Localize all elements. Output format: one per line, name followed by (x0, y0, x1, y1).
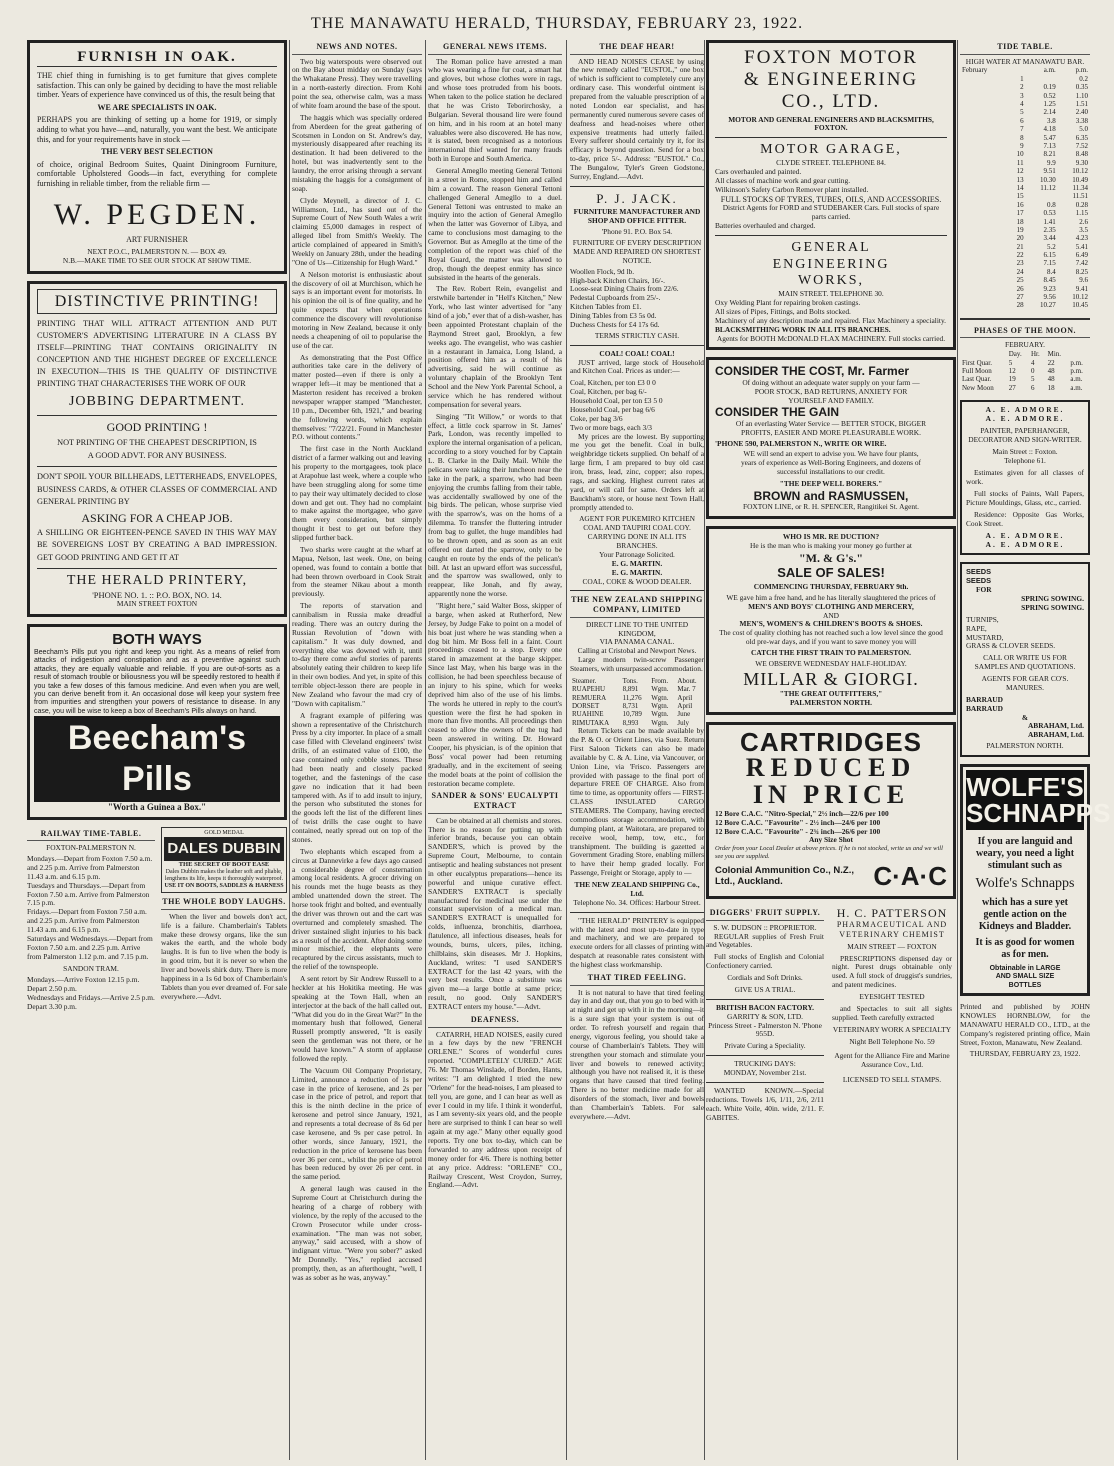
gen-line: Machinery of any description made and repaired. Flax Machinery a speciality. (715, 315, 947, 325)
moon-row: First Quar. 5 4 22 p.m. (962, 358, 1083, 367)
pegden-ad (27, 40, 287, 274)
patterson-b2: and Spectacles to suit all sights supplied. Teeth carefully extracted (832, 1003, 952, 1022)
tram-title: SANDON TRAM. (63, 963, 119, 973)
patterson-agent: Agent for the Alliance Fire and Marine Assurance Cov., Ltd. (834, 1051, 950, 1070)
tide-row: 28 10.27 10.45 (1016, 301, 1088, 310)
coal-patronage: Your Patronage Solicited. (599, 549, 675, 559)
sander-title: SANDER & SONS' EUCALYPTI EXTRACT (428, 791, 562, 813)
printing-good: GOOD PRINTING ! (106, 419, 208, 434)
jack-item: Duchess Chests for £4 17s 6d. (570, 319, 660, 329)
dales-badge: GOLD MEDAL (204, 829, 244, 836)
mg-title: "M. & G's." (799, 550, 863, 565)
who-reduction: WHO IS MR. RE DUCTION? (782, 532, 880, 542)
dales-name: DALES DUBBIN (164, 837, 284, 861)
coal-row: Two or more bags, each 3/3 (570, 422, 652, 432)
deafness-title: DEAFNESS. (428, 1015, 562, 1028)
admore-trade: PAINTER, PAPERHANGER, DECORATOR AND SIGN-WRITER. (968, 425, 1082, 444)
tide-row: 3 0.52 1.10 (1020, 91, 1088, 100)
moon-table: Day. Hr. Min. First Quar. 5 4 22 p.m. Full Moon 12 0 48 p.m. Last Quar. 19 5 48 a.m. New Moon 27 6 18 a.m. (960, 350, 1090, 392)
coal-head: COAL! COAL! COAL! (599, 348, 675, 358)
coal-body: My prices are the lowest. By supporting me you get the benefit. Coal in bulk, weighbridge tickets supplied. On behalf of a large firm, I am prepared to buy old cast iron, brass, lead, zinc, copper; also ropes, rags, and sacking. Highest current rates at yard, or will call for same. Orders left at Bauckham's store, or house next Town Hall, promptly attended to. (570, 431, 704, 512)
millar-half: WE OBSERVE WEDNESDAY HALF-HOLIDAY. (755, 658, 907, 668)
bacon-title: BRITISH BACON FACTORY. (716, 1002, 814, 1012)
cartridges-co: Colonial Ammunition Co., N.Z., Ltd., Auckland. (715, 865, 854, 888)
seeds-pn: PALMERSTON NORTH. (986, 741, 1064, 751)
herald-printery-phone: 'PHONE NO. 1. :: P.O. BOX, NO. 14. (92, 590, 222, 601)
millar-commencing: COMMENCING THURSDAY, FEBRUARY 9th. (753, 581, 909, 591)
patterson-bell: Night Bell Telephone No. 59 (849, 1036, 935, 1046)
beecham-body: Beecham's Pills put you right and keep you right. As a means of relief from attacks of indigestion and constipation and as a preventive against such attacks, they are equally valuable and reliable. If you are out-of-sorts as a result of stomach trouble or biliousness you will be speedily restored to health if you take a few doses of this famous medicine. And even when you are well, you can derive benefit from it. An occasional dose will keep your system free from impurities and strengthen your powers of resistance to disease. In any case, you will be wise to keep a box of Beecham's Pills always on hand. (34, 649, 280, 715)
brown-name: BROWN and RASMUSSEN, (753, 488, 909, 503)
gen-booth: Agents for BOOTH McDONALD FLAX MACHINERY. Full stocks carried. (716, 333, 946, 343)
news-para: As demonstrating that the Post Office authorities take care in the delivery of matter posted—even if there is only a wrapper left—it may be mentioned that a Masterton resident has received a broken newspaper wrapper stamped "Manchester, 10 p.m., December 6th, 1921," and bearing the following words, which explain themselves: "7/22/21. Found in Manchester P.O. without contents." (292, 352, 422, 442)
cartridges-l1: CARTRIDGES (740, 727, 922, 758)
seeds-spring2: SPRING SOWING. (1021, 602, 1084, 612)
printing-dont: DON'T SPOIL YOUR BILLHEADS, LETTERHEADS, ENVELOPES, BUSINESS CARDS, & OTHER CLASSES OF COMMERCIAL AND GENERAL PRINTING BY (37, 472, 277, 507)
tide-row: 13 10.30 10.49 (1016, 175, 1088, 184)
moon-month: FEBRUARY. (1005, 340, 1045, 350)
seeds-item: MUSTARD, (966, 632, 1004, 642)
herald-printery-street: MAIN STREET FOXTON (116, 599, 198, 609)
news-title: NEWS AND NOTES. (292, 42, 422, 55)
motor-stock: FULL STOCKS OF TYRES, TUBES, OILS, AND ACCESSORIES. (720, 194, 942, 204)
trucking-day: MONDAY, November 21st. (723, 1068, 807, 1078)
seeds-item: RAPE, (966, 623, 987, 633)
pegden-p3: of choice, original Bedroom Suites, Quaint Diningroom Furniture, comfortable Upholstered Goods—in fact, everything for complete furnishing in reliable timber, from the reliable firm — (37, 159, 277, 188)
general-para: The Rev. Robert Rein, evangelist and erstwhile bartender in "Hell's Kitchen," New York, who last winter advertised for "any kind of a job," ever that of a dish-washer, has been appointed Protestant chaplain of the Raymond Street gaol, Brooklyn, a few weeks ago. The evangelist, who was cashier in a restaurant in Jamaica, Long Island, a position offered him as a result of his advertising, said he will continue as voluntary chaplain of the Brooklyn Tent School and the New York Parental School, a service which he has rendered without compensation for several years. (428, 284, 562, 409)
page-header: THE MANAWATU HERALD, THURSDAY, FEBRUARY 23, 1922. (310, 15, 804, 32)
coal-row: Household Coal, per ton £3 5 0 (570, 396, 663, 406)
millar-b1: WE gave him a free hand, and he has literally slaughtered the prices of (726, 592, 936, 602)
tide-month: February (962, 66, 988, 75)
admore-main: Main Street :: Foxton. (992, 446, 1058, 456)
shipping-tel: Telephone No. 34. Offices: Harbour Street. (573, 897, 701, 907)
deaf-hear-body: AND HEAD NOISES CEASE by using the new remedy called "EUSTOL," one box of which is sufficient to completely cure any ordinary case. This wonderful ointment is prepared from the valuable prescription of a noted London ear specialist, and has permanently cured numerous severe cases of deafness and head-noises where other expensive treatments had utterly failed. Every sufferer should certainly try it, for its efficacy is beyond question. Send for a box to-day, price 5/-. Address: "EUSTOL" Co., The Bungalow, Tyler's Green Godstone, Surrey, England.—Advt. (570, 56, 704, 181)
tide-row: 25 8.45 9.6 (1016, 276, 1088, 285)
moon-row: Full Moon 12 0 48 p.m. (962, 367, 1083, 376)
seeds-s2: SEEDS (966, 576, 992, 586)
jack-phone: 'Phone 91. P.O. Box 54. (601, 227, 673, 237)
imprint: Printed and published by JOHN KNOWLES HORNBLOW, for the MANAWATU HERALD CO., LTD., at the Company's registered printing office, Main Street, Foxton, Manawatu, New Zealand. (960, 1002, 1090, 1047)
coal-dealer: COAL, COKE & WOOD DEALER. (582, 576, 692, 586)
seeds-b1: BARRAUD (966, 694, 1003, 704)
shipping-row: DORSET 8,731 Wgtn. April (572, 702, 693, 711)
millar-c2: MEN'S, WOMEN'S & CHILDREN'S BOOTS & SHOES. (739, 619, 923, 629)
brown-rasmussen-ad (706, 357, 956, 519)
seeds-call: CALL OR WRITE US FOR SAMPLES AND QUOTATIONS. (974, 653, 1076, 672)
patterson-street: MAIN STREET — FOXTON (847, 941, 937, 951)
printing-good-body: NOT PRINTING OF THE CHEAPEST DESCRIPTION, IS A GOOD ADVT. FOR ANY BUSINESS. (57, 438, 257, 460)
shipping-agent: THE NEW ZEALAND SHIPPING Co., Ltd. (574, 880, 700, 898)
news-para: The Vacuum Oil Company Proprietary, Limited, announce a reduction of 1s per case in the price of kerosene, and 2s per case in the price of petrol, and report that this is the ninth decline in the price of kerosene and petrol since January, 1921, and represents a total decrease of 8s 6d per case kerosene, and 9s per case petrol. In other words, since January, 1921, the reduction in the price of kerosene has been over 36 per cent., whilst the price of petrol has been reduced by over 26 per cent. in the same period. (292, 1065, 422, 1182)
cartridges-shot: Any Size Shot (809, 835, 853, 845)
motor-agents: District Agents for FORD and STUDEBAKER Cars. Full stocks of spare parts carried. (722, 203, 940, 222)
news-para: A Nelson motorist is enthusiastic about the discovery of oil at Murchison, which he says is an important event for motorists. In his opinion the oil is of fine quality, and he quite expects that when operations commence the discovery will revolutionise motoring in New Zealand, because it only needs a cheapening of oil to popularise the use of the car. (292, 269, 422, 350)
wolfe-ad (960, 764, 1111, 996)
coal-row: Coke, per bag 3/6 (570, 413, 623, 423)
tide-table: February a.m. p.m. 1 0.2 2 0.19 0.35 3 0.52 1.10 4 1.25 1.51 5 2.14 2.40 6 3.8 3.38 7 4.18 5.0 8 5.47 6.35 9 7.13 7.52 10 8.21 8.48 11 9.9 9.30 12 9.51 10.12 13 10.30 10.49 14 11.12 11.34 15 11.51 16 0.8 0.28 17 0.53 1.15 18 1.41 2.6 19 2.35 3.5 20 3.44 4.23 21 5.2 5.41 22 6.15 6.49 23 7.15 7.42 24 8.4 8.25 25 8.45 9.6 26 9.23 9.41 27 9.56 10.12 28 10.27 10.45 (962, 66, 1088, 310)
coal-name: E. G. MARTIN. (611, 567, 663, 577)
pegden-address: NEXT P.O.C., PALMERSTON N. — BOX 49. (87, 247, 227, 257)
tide-row: 9 7.13 7.52 (1020, 141, 1088, 150)
trucking-title: TRUCKING DAYS: (734, 1059, 796, 1069)
foxton-motor-sub: MOTOR AND GENERAL ENGINEERS AND BLACKSMITHS, FOXTON. (728, 114, 934, 133)
jack-item: Loose-seat Dining Chairs from 22/6. (570, 284, 679, 294)
motor-garage-street: CLYDE STREET. TELEPHONE 84. (776, 158, 886, 168)
laugh-title: THE WHOLE BODY LAUGHS. (161, 897, 287, 910)
railway-route: FOXTON-PALMERSTON N. (46, 843, 136, 853)
moon-row: Last Quar. 19 5 48 a.m. (962, 375, 1083, 384)
diggers-b1: REGULAR supplies of Fresh Fruit and Vegetables. (706, 931, 824, 950)
jack-item: Woollen Flock, 9d lb. (570, 266, 635, 276)
tide-row: 19 2.35 3.5 (1016, 225, 1088, 234)
millar-pn: PALMERSTON NORTH. (789, 698, 872, 708)
millar-c1: MEN'S AND BOYS' CLOTHING AND MERCERY, (748, 601, 914, 611)
tide-row: 6 3.8 3.38 (1020, 116, 1088, 125)
tide-row: 4 1.25 1.51 (1020, 100, 1088, 109)
herald-printery-name: THE HERALD PRINTERY, (66, 573, 248, 589)
jack-item: High-back Kitchen Chairs, 16/-. (570, 275, 666, 285)
railway-line-2: Fridays.—Depart from Foxton 7.50 a.m. and 2.25 p.m. Arrive from Palmerston 11.43 a.m. and 6.15 p.m. (27, 907, 147, 935)
brown-b3: WE will send an expert to advise you. We have four plants, years of experience as Well-Boring Engineers, and dozens of successful installations to our credit. (740, 449, 922, 477)
who-body: He is the man who is making your money go further at (750, 541, 912, 551)
general-engineering-title: GENERAL ENGINEERING WORKS, (772, 239, 890, 289)
shipping-table (570, 677, 704, 727)
seeds-agents: AGENTS FOR GEAR CO'S. MANURES. (981, 674, 1069, 692)
shipping-row: RUAPEHU 8,891 Wgtn. Mar. 7 (572, 685, 696, 694)
cartridge-row: 12 Bore C.A.C. "Favourite" - 2½ inch—24/6 per 100 (715, 817, 881, 827)
tired-title: THAT TIRED FEELING. (570, 973, 704, 986)
patterson-licensed: LICENSED TO SELL STAMPS. (842, 1075, 942, 1085)
tide-row: 16 0.8 0.28 (1016, 200, 1088, 209)
news-para: A general laugh was caused in the Supreme Court at Christchurch during the hearing of a charge of robbery with violence, by the reply of the accused to the Crown Prosecutor while under cross-examination. "The man was not sober, anyway," said accused, with a show of indignant virtue. "Were you sober?" asked Mr Donnelly. "Yes," replied accused promptly, then, as an afterthought, "well, I was as sober as he was, anyway." (292, 1184, 422, 1282)
gen-line: Oxy Welding Plant for repairing broken castings. (715, 298, 861, 308)
seeds-item: TURNIPS, (966, 614, 999, 624)
bacon-cure: Private Curing a Speciality. (724, 1041, 806, 1051)
coal-row: Coal, Kitchen, per bag 6/- (570, 387, 647, 397)
cartridges-l2: REDUCED (745, 753, 917, 783)
tram-line-1: Wednesdays and Fridays.—Arrive 2.5 p.m. Depart 3.30 p.m. (27, 993, 155, 1012)
pegden-nb: N.B.—MAKE TIME TO SEE OUR STOCK AT SHOW TIME. (62, 256, 252, 265)
column-4 (570, 40, 704, 1460)
cartridges-l3: IN PRICE (752, 780, 910, 810)
dales-tag: THE SECRET OF BOOT EASE (178, 860, 270, 868)
tide-row: 23 7.15 7.42 (1016, 259, 1088, 268)
moon-row: New Moon 27 6 18 a.m. (962, 383, 1083, 392)
column-1 (27, 40, 287, 1460)
tide-row: 2 0.19 0.35 (1020, 83, 1088, 92)
coal-row: Household Coal, per bag 6/6 (570, 404, 655, 414)
motor-batteries: Batteries overhauled and charged. (715, 220, 816, 230)
shipping-body: Return Tickets can be made available by the P. & O. or Orient Lines, via Suez. Return First Saloon Tickets can also be made available by C. & A. Line, via Vancouver, or Union Line, via 'Frisco. Passengers are provided with passage to the final port of departure FREE OF CHARGE. Also from time to time, as opportunity offers — FIRST-CLASS INSULATED CARGO STEAMERS. The Company, having erected commodious storage accommodation, with dumping plant, at Waitotara, are prepared to receive wool, hemp, tow, etc., for transhipment. The building is gazetted a Government Grading Store, enabling millers to have their hemp graded locally. For Passenge, Freight or Storage, apply to — (570, 726, 704, 878)
dales-body: Dales Dubbin makes the leather soft and pliable, lengthens its life, keeps it thoroughly waterproof. (164, 868, 284, 882)
shipping-title: THE NEW ZEALAND SHIPPING COMPANY, LIMITED (570, 595, 704, 617)
column-6 (960, 40, 1111, 1460)
millar-name: MILLAR & GIORGI. (743, 668, 919, 689)
tide-row: 14 11.12 11.34 (1016, 183, 1088, 192)
wolfe-l1: If you are languid and weary, you need a light stimulant such as (975, 836, 1075, 872)
jack-item: Pedestal Cupboards from 25/-. (570, 293, 661, 303)
wolfe-l2: which has a sure yet gentle action on the Kidneys and Bladder. (978, 896, 1072, 932)
diggers-trial: GIVE US A TRIAL. (734, 984, 796, 994)
tide-row: 20 3.44 4.23 (1016, 234, 1088, 243)
admore-tel: Telephone 61. (1004, 455, 1046, 465)
seeds-a2: ABRAHAM, Ltd. (1027, 730, 1084, 740)
tide-row: 22 6.15 6.49 (1016, 251, 1088, 260)
news-para: Two sharks were caught at the wharf at Mapua, Nelson, last week. One, on being opened, was found to contain a bottle that had been thrown overboard in Cook Strait from the steamer Nikau about a month previously. (292, 544, 422, 599)
diggers-b3: Cordials and Soft Drinks. (727, 973, 803, 983)
admore-stock: Full stocks of Paints, Wall Papers, Picture Mouldings, Glass, etc., carried. (966, 489, 1084, 508)
coal-agent: AGENT FOR PUKEMIRO KITCHEN COAL AND TAUPIRI COAL COY. (579, 514, 695, 533)
railway-line-0: Mondays.—Depart from Foxton 7.50 a.m. and 2.25 p.m. Arrive from Palmerston 11.43 a.m. and 6.15 p.m. (27, 854, 153, 881)
pegden-title: FURNISH IN OAK. (37, 48, 277, 67)
sale-title: SALE OF SALES! (777, 565, 885, 581)
jack-terms: TERMS STRICTLY CASH. (594, 330, 680, 340)
consider-gain: CONSIDER THE GAIN (715, 405, 840, 420)
brown-deep: "THE DEEP WELL BORERS." (779, 479, 883, 489)
column-5 (706, 40, 956, 1460)
railway-line-3: Saturdays and Wednesdays.—Depart from Foxton 7.50 a.m. and 2.25 p.m. Arrive from Palmerston 1.12 p.m. and 7.15 p.m. (27, 933, 153, 961)
wanted-body: WANTED KNOWN.—Special reductions. Towels 1/6, 1/11, 2/6, 2/11 each. White Voile, 40in. wide, 2/11. F. GABITES. (706, 1085, 824, 1122)
news-para: Two big waterspouts were observed out on the Bay about midday on Sunday (says the Whakatane Press). They were travelling in a north-easterly direction. From Kohi point the sea, otherwise calm, was a mass of white foam around the base of the spout. (292, 56, 422, 110)
cartridge-row: 12 Bore C.A.C. "Favourite" - 2¾ inch—26/6 per 100 (715, 826, 881, 836)
beecham-title: BOTH WAYS (112, 631, 202, 649)
imprint-date: THURSDAY, FEBRUARY 23, 1922. (969, 1049, 1081, 1059)
millar-and: AND (822, 610, 839, 620)
bacon-co: GARRITY & SON, LTD. (726, 1011, 804, 1021)
consider-cost: CONSIDER THE COST, Mr. Farmer (715, 364, 910, 379)
jack-sub: FURNITURE MANUFACTURER AND SHOP AND OFFICE FITTER. (573, 207, 701, 226)
shipping-calling: Calling at Cristobal and Newport News. (577, 646, 697, 656)
patterson-b1: PRESCRIPTIONS dispensed day or night. Purest drugs obtainable only used. A full stock of druggist's sundries, and patent medicines. (832, 953, 952, 990)
laugh-body: When the liver and bowels don't act, life is a failure. Chamberlain's Tablets make these drowsy organs, like the sun wakes the earth, and the whole body laughs. It is fun to live when the body is in good trim, but it is never so when the liver and bowels shirk duty. There is more happiness in a 1s 6d box of Chamberlain's Tablets than you ever dreamed of. For sale everywhere.—Advt. (161, 911, 287, 1001)
general-news (428, 40, 562, 1460)
admore-n3: A. E. ADMORE. (985, 530, 1065, 540)
news-para: Two elephants which escaped from a circus at Dannevirke a few days ago caused a considerable degree of consternation among local residents. A grocer driving on his rounds met the huge beasts as they ambled unattended down the street. The horse took fright and bolted, and eventually the driver was thrown out and the cart was overturned and completely smashed. The driver sustained slight injuries to his back as a result of the accident. After doing some minor mischief, the elephants were recaptured by the circus assistants, much to the relief of the townspeople. (292, 846, 422, 972)
wolfe-top: WOLFE'S SCHNAPPS (966, 772, 1111, 829)
general-para: The Roman police have arrested a man who was wearing a fine fur coat, a smart hat and gloves, but whose clothes were in rags, and whose toes protruded from his boots. When taken to the police station he declared that he was Cristo Teborirchosky, a Bulgarian. Several thousand lire were found on him, and in his room at an hotel many valuables were also discovered. He has now, it is stated, been recognised as a notorious international thief wanted for many frauds both in Europe and South America. (428, 56, 562, 164)
printing-ad (27, 281, 287, 617)
motor-line: All classes of machine work and gear cutting. (715, 175, 851, 185)
seeds-s1: SEEDS (966, 567, 992, 577)
printing-title: DISTINCTIVE PRINTING! (37, 289, 277, 314)
general-title: GENERAL NEWS ITEMS. (428, 42, 562, 55)
news-para: The reports of starvation and cannibalism in Russia make dreadful reading. There was an outcry during the Russian Revolution of "down with capitalism." It was duly downed, and everything else was downed with it, until to-day there come awful stories of parents absolutely eating their children to keep life in their own bodies. And yet, in spite of this terrible object-lesson there are people in New Zealand who favour the mad cry of "Down with capitalism." (292, 601, 422, 708)
tide-row: 1 0.2 (1020, 74, 1088, 83)
tram-line-0: Mondays.—Arrive Foxton 12.15 p.m. Depart 2.50 p.m. (27, 975, 140, 994)
tide-row: 15 11.51 (1016, 192, 1088, 201)
brown-b2: Of an everlasting Water Service — BETTER STOCK, BIGGER PROFITS, EASIER AND MORE PLEASURABLE WORK. (735, 418, 927, 437)
gen-line: All sizes of Pipes, Fittings, and Bolts stocked. (715, 306, 851, 316)
tide-title: TIDE TABLE. (960, 42, 1090, 55)
news-para: A fragrant example of pilfering was shown a representative of the Christchurch Press by a city importer. In place of a small case filled with Cleveland engineers' twist drills, of an estimated value of £100, the case contained only cobble stones. These had been neatly and closely packed together, and the fastenings of the case gave no indication that it had been tampered with. As if to add insult to injury, the person who substituted the stones for the goods left the list of the different lines of twist drills the case ought to have contained, neatly spread out on top of the stones. (292, 710, 422, 844)
general-para: "Right here," said Walter Boss, skipper of a barge, when asked at Rutherford, New Jersey, by Judge Fake to point on a model of his boat just where he was standing when a dog bit him. Mr Boss fell in a faint. Court proceedings ceased to a stop. Every one stared in amazement at the barge skipper. Since last May, when his barge was in the collision, he had been speechless because of an injury to his spine, which for weeks deprived him also of the use of his limbs. The words he uttered in reply to the court's question were the first he had spoken in more than five months. All proceedings then ceased to allow the owners of the tug had been answered in writing. Dr. Howard Cooper, his physician, is of the opinion that Boss' vocal power had been returning gradually, and in the excitement of seeing the model boats at the point of collision the restoration became complete. (428, 601, 562, 788)
coal-row: Coal, Kitchen, per ton £3 0 0 (570, 378, 656, 388)
tired-body: It is not natural to have that tired feeling day in and day out, that you go to bed with it at night and get up with it in the morning—it is a sure sign that your system is out of order. To refresh yourself and regain that energy, vigorous feeling, you should take a course of Chamberlain's Tablets. They will strengthen your stomach and stimulate your liver and bowels to renewed activity; although you have not realised it, it is these organs that have caused that tired feeling. There is no better medicine made for all disorders of the stomach, liver and bowels than Chamberlain's Tablets. For sale everywhere.—Advt. (570, 987, 704, 1121)
general-para: Singing "Tit Willow," or words to that effect, a little cock sparrow in St. James' Park, London, was recently impelled to explore the internal organisation of a pelican, according to a story vouched for by Captain L. B. Clarke in the Daily Mail. While the pelicans were taking their luncheon near the lake in the park, a sparrow, who had been enjoying the crumbs falling from their table, was accidentally swallowed by one of the big birds. The pelican, whose surprise vied with the sparrow's, was on the horns of a dilemma. To transfer the fluttering intruder from bag to gullet, the huge mandibles had to be thrown open, and as soon as an exit offered out darted the sparrow, only to be caught en route by the ends of the pelican's bill. At last an upward effort was successful, and the sparrow was swallowed, only to reappear, like Jonah, and fly away, apparently none the worse. (428, 411, 562, 599)
brown-b1: Of doing without an adequate water supply on your farm — POOR STOCK, BAD RETURNS, ANXIETY FOR YOURSELF AND FAMILY. (742, 377, 920, 405)
tide-row: 5 2.14 2.40 (1020, 108, 1088, 117)
admore-ad (960, 400, 1090, 555)
admore-n2: A. E. ADMORE. (985, 414, 1065, 424)
wolfe-obt: Obtainable in LARGE AND SMALL SIZE BOTTLES (989, 964, 1061, 989)
pegden-p2: PERHAPS you are thinking of setting up a home for 1919, or simply adding to what you have—and, naturally, you want the best. We anticipate this, and for your requirements have in stock — (37, 115, 277, 144)
beecham-ad (27, 624, 287, 820)
railway-timetable (27, 827, 155, 1012)
diggers-prop: S. W. DUDSON :: PROPRIETOR. (713, 922, 817, 932)
admore-res: Residence: Opposite Gas Works, Cook Street. (966, 509, 1084, 528)
shipping-via: VIA PANAMA CANAL. (599, 637, 675, 647)
pegden-best: THE VERY BEST SELECTION (101, 147, 213, 157)
deafness-body: CATARRH, HEAD NOISES, easily cured in a few days by the new "FRENCH ORLENE." Scores of wonderful cures reported. "COMPLETELY CURED." AGE 76. Mr Thomas Winslade, of Borden, Hants, writes: "I am delighted I tried the new "Orlene" for the head-noises, I am pleased to tell you, are gone, and I can hear as well as ever I could in my life. I think it wonderful, as I am seventy-six years old, and the people here are surprised to think I can hear so well again at my age." Many other equally good reports. Try one box to-day, which can be forwarded to any address upon receipt of money order for 4/6. There is nothing better at any price. Address: "ORLENE" CO., Railway Crescent, West Croydon, Surrey, England.—Advt. (428, 1029, 562, 1190)
admore-n1: A. E. ADMORE. (985, 405, 1065, 415)
shipping-row: REMUERA 11,276 Wgtn. April (572, 693, 693, 702)
seeds-item: GRASS & CLOVER SEEDS. (966, 641, 1056, 651)
pegden-p1: THE chief thing in furnishing is to get furniture that gives complete satisfaction. This can only be gained by deciding to have the most reliable timber. Years of experience have convinced us of this, the result being that (37, 71, 277, 100)
jack-name: P. J. JACK. (596, 190, 678, 206)
tide-row: 24 8.4 8.25 (1016, 267, 1088, 276)
railway-line-1: Tuesdays and Thursdays.—Depart from Foxton 7.50 a.m. Arrive from Palmerston 7.15 p.m. (27, 880, 150, 908)
tide-row: 26 9.23 9.41 (1016, 284, 1088, 293)
cartridges-order: Order from your Local Dealer at above prices. If he is not stocked, write us and we will see you are supplied. (715, 845, 943, 861)
millar-giorgi-ad (706, 526, 956, 715)
motor-line: Wilkinson's Safety Carbon Remover plant installed. (715, 184, 869, 194)
wolfe-name: Wolfe's Schnapps (975, 876, 1075, 892)
general-para: General Amegllo meeting General Tettoni in a street in Rome, stopped him and called him a coward. The reason General Tettoni challenged General Amegllo to a duel. General Tettoni was entrusted to make an inquiry into the action of General Amegllo when the latter was Governor of Libya, and came to conclusions most damaging to the Governor. But as Amegllo at the time of the completion of the report was chief of the Royal Guard, the matter was allowed to drop, though the deepest enmity has since subsisted in the hearts of the generals. (428, 166, 562, 282)
motor-garage-title: MOTOR GARAGE, (760, 142, 902, 158)
tide-sub: HIGH WATER AT MANAWATU BAR. (965, 56, 1085, 66)
seeds-ad (960, 562, 1090, 757)
gen-blacksmith: BLACKSMITHING WORK IN ALL ITS BRANCHES. (715, 324, 891, 334)
jack-item: Kitchen Tables from £1. (570, 302, 642, 312)
deaf-hear-title: THE DEAF HEAR! (570, 42, 704, 55)
diggers-title: DIGGERS' FRUIT SUPPLY. (706, 908, 824, 921)
patterson-eye: EYESIGHT TESTED (859, 992, 925, 1002)
news-para: The haggis which was specially ordered from Aberdeen for the great gathering of Scotsmen in London on St. Andrew's day, mysteriously disappeared after reaching its destination. It had been delivered to the hotel, but was inadvertently sent to the laundry, the error arising through a servant mistaking the haggis for a consignment of soap. (292, 112, 422, 193)
herald-printery-ad: "THE HERALD" PRINTERY is equipped with the latest and most up-to-date in type and machinery, and we are prepared to execute orders for all classes of printing with despatch at reasonable rates consistent with the highest class workmanship. (570, 915, 704, 970)
tide-row: 17 0.53 1.15 (1016, 209, 1088, 218)
seeds-b2: BARRAUD (966, 703, 1003, 713)
jack-item: Dining Tables from £3 5s 0d. (570, 311, 657, 321)
cartridge-row: 12 Bore C.A.C. "Nitro-Special," 2½ inch—22/6 per 100 (715, 808, 889, 818)
seeds-for: FOR (976, 585, 992, 595)
foxton-motor-name: FOXTON MOTOR & ENGINEERING CO., LTD. (743, 47, 919, 112)
general-engineering-main: MAIN STREET. TELEPHONE 30. (778, 289, 884, 299)
motor-line: Cars overhauled and painted. (715, 166, 802, 176)
news-para: A sent retort by Sir Andrew Russell to a heckler at his Hokitika meeting. He was speaking at the Town Hall, when an interjector at the back of the hall called out, "What did you do in the Great War?" In the momentary hush that followed, General Russell promptly answered, "It is easily seen the gentleman was not there, or he would have known." A storm of applause followed the reply. (292, 974, 422, 1063)
pegden-specialists: WE ARE SPECIALISTS IN OAK. (97, 102, 217, 112)
admore-n4: A. E. ADMORE. (985, 539, 1065, 549)
dales-extra: USE IT ON BOOTS, SADDLES & HARNESS (164, 882, 284, 889)
printing-dept: JOBBING DEPARTMENT. (68, 394, 246, 410)
sander-body: Can be obtained at all chemists and stores. There is no reason for putting up with inferior brands, because you can obtain SANDER'S, which is proved by the Supreme Court, Melbourne, to contain antiseptic and healing substances not present in other eucalyptus preparations—hence its powerful and unique curative effect. SANDER'S EXTRACT is specially manufactured for medicinal use under the constant supervision of a medical man. SANDER'S EXTRACT is unequalled for colds, influenza, bronchitis, diarrhoea, flatulence, all infectious diseases, heals for wounds, burns, ulcers, piles, itching, chilblains, skin diseases. Mr J. Hopkins, Auckland, writes: "I used SANDER'S EXTRACT for the last 42 years, with the very best results. Once a substitute was given me—a large bottle at same price; result, no good. Only SANDER'S EXTRACT enters my house."—Advt. (428, 815, 562, 1012)
jack-desc: FURNITURE OF EVERY DESCRIPTION MADE AND REPAIRED ON SHORTEST NOTICE. (572, 238, 702, 265)
millar-great: "THE GREAT OUTFITTERS," (779, 689, 883, 699)
millar-b2: The cost of quality clothing has not reached such a low level since the good old pre-war days, and if you want to save money you will (719, 628, 943, 647)
coal-carry: CARRYING DONE IN ALL ITS BRANCHES. (587, 532, 687, 551)
tide-row: 12 9.51 10.12 (1016, 167, 1088, 176)
patterson-vet: VETERINARY WORK A SPECIALTY (832, 1024, 952, 1034)
coal-intro: JUST arrived, large stock of Household and Kitchen Coal. Prices as under:— (570, 357, 704, 376)
railway-title: RAILWAY TIME-TABLE. (27, 829, 155, 842)
news-para: The first case in the North Auckland district of a farmer walking out and leaving his property to the mortgagees, took place at Arapohue last week, where a couple who have been struggling along for some time to pay their way ultimately decided to close down and get out. They had no complaint to make against the mortgagee, who gave them every consideration, but simply thought it best to get out before they slipped further back. (292, 444, 422, 543)
dales-dubbin-ad (161, 827, 287, 894)
shipping-direct: DIRECT LINE TO THE UNITED KINGDOM, (585, 619, 689, 638)
printing-ask-body: A SHILLING OR EIGHTEEN-PENCE SAVED IN THIS WAY MAY BE SOVEREIGNS LOST BY CREATING A BAD IMPRESSION. GET GOOD PRINTING AND GET IT AT (37, 527, 277, 562)
admore-est: Estimates given for all classes of work. (966, 468, 1084, 487)
patterson-name: H. C. PATTERSON (836, 906, 948, 921)
printing-body: PRINTING THAT WILL ATTRACT ATTENTION AND PUT CUSTOMER'S ADVERTISING LITERATURE IN A CLASS BY ITSELF—PRINTING THAT CONTAINS ORIGINALITY IN CONCEPTION AND THE HIGHEST DEGREE OF EXCELLENCE IN EXECUTION—THIS IS THE QUALITY OF DISTINCTIVE PRINTING THAT CHARACTERISES THE WORK OF OUR (37, 319, 277, 389)
tide-row: 10 8.21 8.48 (1016, 150, 1088, 159)
beecham-slogan: "Worth a Guinea a Box." (107, 801, 207, 812)
news-and-notes (292, 40, 422, 1460)
bacon-addr: Princess Street - Palmerston N. 'Phone 955D. (708, 1020, 822, 1039)
tide-row: 21 5.2 5.41 (1016, 242, 1088, 251)
diggers-b2: Full stocks of English and Colonial Confectionery carried. (706, 952, 824, 971)
foxton-motor-ad (706, 40, 956, 350)
cartridges-ad (706, 722, 956, 899)
shipping-fleet: Large modern twin-screw Passenger Steamers, with unsurpassed accommodation. (570, 655, 704, 673)
tide-row: 18 1.41 2.6 (1016, 217, 1088, 226)
shipping-row: RIMUTAKA 8,993 Wgtn. July (572, 718, 690, 727)
seeds-amp: & (1021, 712, 1029, 722)
brown-phone: 'PHONE 590, PALMERSTON N., WRITE OR WIRE. (715, 438, 887, 448)
wolfe-l3: It is as good for women as for men. (975, 936, 1075, 960)
pegden-name: W. PEGDEN. (53, 197, 261, 231)
shipping-row: Steamer. Tons. From. About. (572, 676, 697, 685)
shipping-row: RUAHINE 10,789 Wgtn. June (572, 710, 691, 719)
beecham-brand: Beecham's Pills (34, 716, 280, 802)
printing-ask: ASKING FOR A CHEAP JOB. (81, 510, 233, 525)
tide-row: 11 9.9 9.30 (1016, 158, 1088, 167)
seeds-a1: ABRAHAM, Ltd. (1027, 721, 1084, 731)
news-para: Clyde Meynell, a director of J. C. Williamson, Ltd., has sued out of the Supreme Court of New South Wales a writ claiming £5,000 damages in respect of alleged libel from Smith's Weekly. The article complained of appeared in Smith's Weekly on January 28th, under the heading "One of Us—Citizenship for Hugh Ward." (292, 195, 422, 267)
pegden-role: ART FURNISHER (126, 234, 188, 244)
coal-name: E. G. MARTIN. (611, 558, 663, 568)
tide-row: 8 5.47 6.35 (1020, 133, 1088, 142)
cac-logo: C·A·C (873, 860, 947, 891)
seeds-spring1: SPRING SOWING. (1021, 594, 1084, 604)
millar-catch: CATCH THE FIRST TRAIN TO PALMERSTON. (751, 648, 911, 658)
brown-addr: FOXTON LINE, or R. H. SPENCER, Rangitikei St. Agent. (742, 502, 919, 512)
tide-row: 27 9.56 10.12 (1016, 293, 1088, 302)
patterson-sub: PHARMACEUTICAL AND VETERINARY CHEMIST (836, 920, 948, 940)
moon-title: PHASES OF THE MOON. (960, 326, 1090, 339)
tide-row: 7 4.18 5.0 (1020, 125, 1088, 134)
